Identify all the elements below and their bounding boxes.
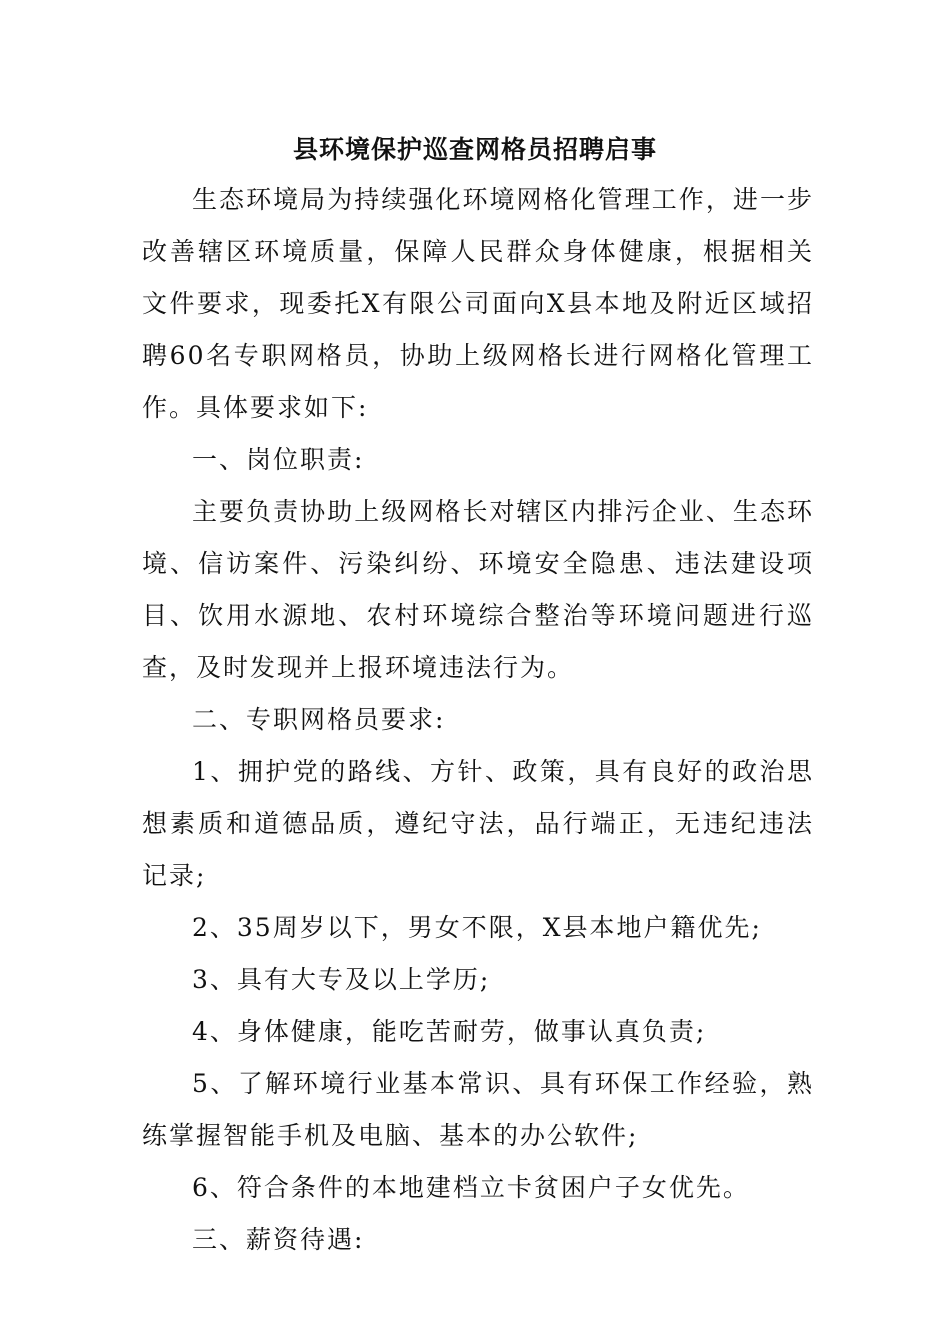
requirement-item-3: 3、具有大专及以上学历; bbox=[192, 965, 491, 994]
requirement-item-2: 2、35周岁以下，男女不限，X县本地户籍优先; bbox=[192, 913, 762, 942]
requirement-item-4: 4、身体健康，能吃苦耐劳，做事认真负责; bbox=[192, 1017, 707, 1046]
intro-paragraph: 生态环境局为持续强化环境网格化管理工作，进一步改善辖区环境质量，保障人民群众身体健康，根据相关文件要求，现委托X有限公司面向X县本地及附近区域招聘60名专职网格员，协助上级网格长进行网格化管理工作。具体要求如下: bbox=[142, 185, 814, 422]
duties-paragraph: 主要负责协助上级网格长对辖区内排污企业、生态环境、信访案件、污染纠纷、环境安全隐患、违法建设项目、饮用水源地、农村环境综合整治等环境问题进行巡查，及时发现并上报环境违法行为。 bbox=[142, 497, 814, 682]
requirement-item-5: 5、了解环境行业基本常识、具有环保工作经验，熟练掌握智能手机及电脑、基本的办公软件; bbox=[142, 1069, 814, 1150]
requirement-item-1: 1、拥护党的路线、方针、政策，具有良好的政治思想素质和道德品质，遵纪守法，品行端正，无违纪违法记录; bbox=[142, 757, 814, 890]
requirement-item-6: 6、符合条件的本地建档立卡贫困户子女优先。 bbox=[192, 1173, 750, 1202]
section-heading-salary: 三、薪资待遇: bbox=[192, 1225, 365, 1254]
document-body bbox=[142, 174, 814, 1266]
document-title: 县环境保护巡查网格员招聘启事 bbox=[292, 135, 657, 164]
section-heading-requirements: 二、专职网格员要求: bbox=[192, 705, 446, 734]
section-heading-duties: 一、岗位职责: bbox=[192, 445, 365, 474]
